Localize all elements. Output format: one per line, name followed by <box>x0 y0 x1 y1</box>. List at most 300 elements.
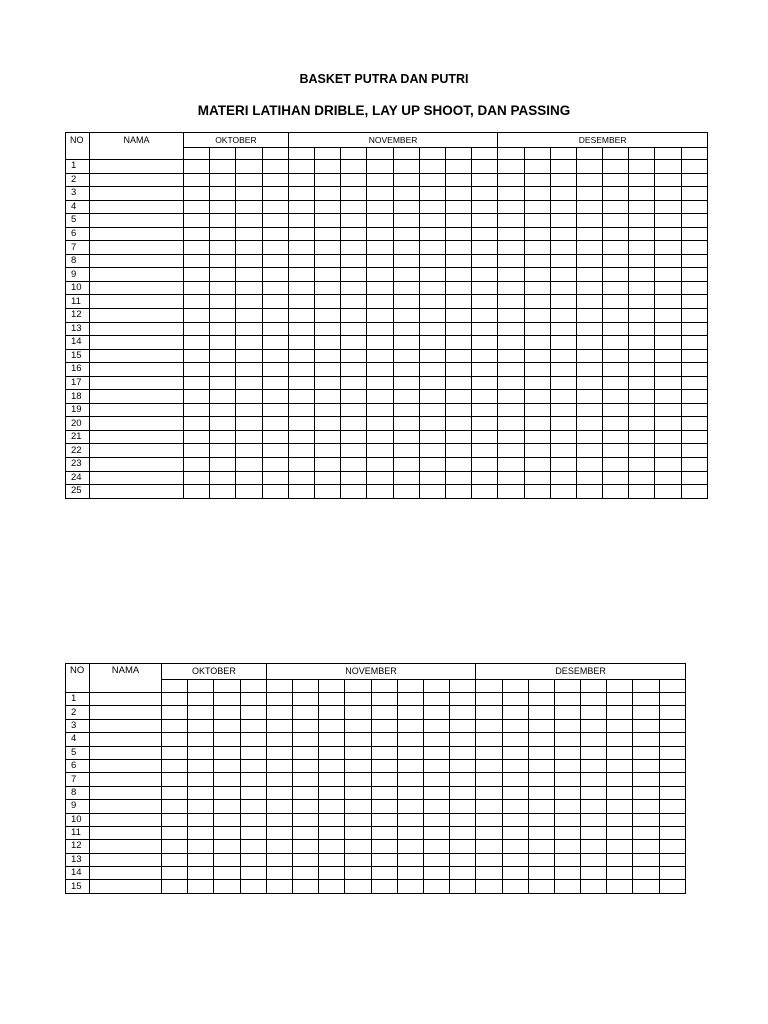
attendance-cell <box>472 295 498 309</box>
attendance-cell <box>655 322 681 336</box>
attendance-cell <box>528 867 554 880</box>
attendance-cell <box>681 214 707 228</box>
attendance-cell <box>236 322 262 336</box>
attendance-cell <box>603 376 629 390</box>
attendance-cell <box>655 458 681 472</box>
attendance-cell <box>184 322 210 336</box>
attendance-cell <box>341 363 367 377</box>
attendance-cell <box>314 214 340 228</box>
attendance-cell <box>397 759 423 772</box>
attendance-cell <box>445 444 471 458</box>
attendance-cell <box>371 880 397 893</box>
attendance-cell <box>681 295 707 309</box>
attendance-cell <box>266 786 292 799</box>
attendance-cell <box>345 693 371 706</box>
attendance-cell <box>292 800 318 813</box>
attendance-cell <box>319 786 345 799</box>
attendance-cell <box>445 430 471 444</box>
attendance-cell <box>292 746 318 759</box>
attendance-cell <box>607 813 633 826</box>
attendance-cell <box>476 826 502 839</box>
attendance-cell <box>607 773 633 786</box>
attendance-cell <box>472 444 498 458</box>
attendance-cell <box>550 471 576 485</box>
attendance-cell <box>603 309 629 323</box>
attendance-cell <box>603 349 629 363</box>
attendance-cell <box>345 773 371 786</box>
day-header-cell <box>581 680 607 693</box>
attendance-cell <box>445 309 471 323</box>
attendance-cell <box>341 309 367 323</box>
attendance-cell <box>576 173 602 187</box>
attendance-cell <box>581 733 607 746</box>
attendance-cell <box>393 214 419 228</box>
attendance-cell <box>419 268 445 282</box>
attendance-cell <box>581 693 607 706</box>
attendance-cell <box>472 160 498 174</box>
attendance-cell <box>629 485 655 499</box>
attendance-cell <box>345 786 371 799</box>
attendance-cell <box>576 363 602 377</box>
attendance-cell <box>314 254 340 268</box>
attendance-cell <box>393 363 419 377</box>
attendance-cell <box>576 241 602 255</box>
attendance-cell <box>419 403 445 417</box>
attendance-cell <box>655 430 681 444</box>
attendance-cell <box>524 214 550 228</box>
attendance-cell <box>214 880 240 893</box>
attendance-cell <box>397 813 423 826</box>
attendance-cell <box>214 867 240 880</box>
attendance-cell <box>397 773 423 786</box>
attendance-cell <box>236 200 262 214</box>
day-header-cell <box>445 148 471 160</box>
attendance-cell <box>498 349 524 363</box>
day-header-cell <box>236 148 262 160</box>
attendance-cell <box>210 200 236 214</box>
attendance-cell <box>419 322 445 336</box>
attendance-cell <box>603 336 629 350</box>
attendance-cell <box>472 227 498 241</box>
attendance-cell <box>210 322 236 336</box>
table-row <box>66 733 686 746</box>
attendance-cell <box>550 485 576 499</box>
day-header-cell <box>450 680 476 693</box>
attendance-cell <box>292 773 318 786</box>
attendance-cell <box>581 880 607 893</box>
attendance-cell <box>423 826 449 839</box>
attendance-cell <box>236 309 262 323</box>
attendance-cell <box>419 390 445 404</box>
table-row <box>66 444 708 458</box>
day-header-cell <box>607 680 633 693</box>
attendance-cell <box>655 268 681 282</box>
attendance-cell <box>603 268 629 282</box>
column-header-no: NO <box>66 133 90 160</box>
attendance-cell <box>659 746 685 759</box>
attendance-cell <box>681 349 707 363</box>
day-header-cell <box>367 148 393 160</box>
attendance-cell <box>576 214 602 228</box>
name-cell <box>90 430 184 444</box>
attendance-cell <box>502 773 528 786</box>
attendance-cell <box>550 363 576 377</box>
attendance-cell <box>423 867 449 880</box>
attendance-cell <box>629 403 655 417</box>
attendance-cell <box>554 840 580 853</box>
attendance-cell <box>288 187 314 201</box>
attendance-cell <box>367 214 393 228</box>
name-cell <box>90 349 184 363</box>
row-number: 21 <box>66 430 90 444</box>
attendance-cell <box>603 227 629 241</box>
attendance-cell <box>524 160 550 174</box>
attendance-cell <box>498 363 524 377</box>
row-number: 23 <box>66 458 90 472</box>
attendance-cell <box>472 322 498 336</box>
attendance-cell <box>288 403 314 417</box>
attendance-cell <box>419 430 445 444</box>
row-number: 13 <box>66 853 90 866</box>
attendance-cell <box>288 309 314 323</box>
attendance-cell <box>288 268 314 282</box>
attendance-cell <box>528 773 554 786</box>
name-cell <box>90 733 162 746</box>
day-header-cell <box>603 148 629 160</box>
attendance-cell <box>554 786 580 799</box>
attendance-cell <box>450 853 476 866</box>
attendance-cell <box>498 268 524 282</box>
attendance-cell <box>236 227 262 241</box>
attendance-cell <box>397 706 423 719</box>
attendance-cell <box>371 786 397 799</box>
attendance-cell <box>603 458 629 472</box>
attendance-cell <box>681 254 707 268</box>
attendance-cell <box>367 336 393 350</box>
name-cell <box>90 417 184 431</box>
attendance-cell <box>476 706 502 719</box>
attendance-cell <box>292 840 318 853</box>
name-cell <box>90 853 162 866</box>
attendance-cell <box>524 322 550 336</box>
attendance-cell <box>502 759 528 772</box>
attendance-cell <box>445 376 471 390</box>
attendance-cell <box>236 403 262 417</box>
day-header-cell <box>371 680 397 693</box>
attendance-cell <box>184 403 210 417</box>
attendance-cell <box>393 390 419 404</box>
attendance-cell <box>423 706 449 719</box>
attendance-cell <box>393 309 419 323</box>
attendance-cell <box>288 458 314 472</box>
attendance-cell <box>450 867 476 880</box>
row-number: 16 <box>66 363 90 377</box>
attendance-cell <box>236 254 262 268</box>
attendance-cell <box>524 281 550 295</box>
attendance-cell <box>450 733 476 746</box>
attendance-cell <box>319 813 345 826</box>
attendance-cell <box>524 417 550 431</box>
attendance-cell <box>498 309 524 323</box>
attendance-cell <box>629 200 655 214</box>
attendance-cell <box>266 759 292 772</box>
attendance-cell <box>528 733 554 746</box>
attendance-cell <box>607 826 633 839</box>
attendance-cell <box>367 227 393 241</box>
table-row <box>66 417 708 431</box>
attendance-cell <box>603 417 629 431</box>
attendance-cell <box>472 187 498 201</box>
table-row <box>66 309 708 323</box>
table-row <box>66 322 708 336</box>
attendance-cell <box>266 867 292 880</box>
attendance-cell <box>319 706 345 719</box>
attendance-cell <box>633 880 659 893</box>
table-row <box>66 759 686 772</box>
attendance-cell <box>633 719 659 732</box>
attendance-cell <box>214 759 240 772</box>
attendance-cell <box>371 853 397 866</box>
attendance-cell <box>655 485 681 499</box>
attendance-cell <box>262 268 288 282</box>
attendance-cell <box>210 417 236 431</box>
attendance-cell <box>371 746 397 759</box>
attendance-cell <box>236 376 262 390</box>
attendance-cell <box>502 786 528 799</box>
table-row <box>66 376 708 390</box>
attendance-cell <box>554 867 580 880</box>
attendance-cell <box>266 853 292 866</box>
attendance-cell <box>550 444 576 458</box>
day-header-cell <box>266 680 292 693</box>
attendance-cell <box>502 880 528 893</box>
attendance-cell <box>576 336 602 350</box>
attendance-cell <box>554 693 580 706</box>
attendance-cell <box>681 309 707 323</box>
attendance-cell <box>188 786 214 799</box>
attendance-cell <box>266 880 292 893</box>
attendance-cell <box>576 227 602 241</box>
month-header-desember: DESEMBER <box>476 664 686 680</box>
attendance-cell <box>550 417 576 431</box>
attendance-cell <box>629 336 655 350</box>
attendance-cell <box>345 800 371 813</box>
attendance-cell <box>655 309 681 323</box>
attendance-cell <box>240 813 266 826</box>
attendance-cell <box>393 187 419 201</box>
attendance-cell <box>319 853 345 866</box>
attendance-cell <box>550 173 576 187</box>
attendance-cell <box>397 746 423 759</box>
attendance-cell <box>214 840 240 853</box>
table-row <box>66 363 708 377</box>
attendance-cell <box>341 444 367 458</box>
attendance-cell <box>214 733 240 746</box>
attendance-cell <box>633 853 659 866</box>
attendance-cell <box>576 160 602 174</box>
attendance-cell <box>393 403 419 417</box>
attendance-cell <box>367 173 393 187</box>
name-cell <box>90 746 162 759</box>
attendance-cell <box>236 349 262 363</box>
attendance-cell <box>445 295 471 309</box>
attendance-cell <box>581 773 607 786</box>
attendance-cell <box>554 853 580 866</box>
attendance-cell <box>603 254 629 268</box>
row-number: 20 <box>66 417 90 431</box>
attendance-cell <box>633 867 659 880</box>
attendance-cell <box>450 840 476 853</box>
attendance-cell <box>629 241 655 255</box>
name-cell <box>90 254 184 268</box>
attendance-cell <box>393 485 419 499</box>
attendance-cell <box>262 444 288 458</box>
attendance-cell <box>262 417 288 431</box>
table-row <box>66 430 708 444</box>
attendance-cell <box>393 254 419 268</box>
attendance-cell <box>341 254 367 268</box>
attendance-cell <box>550 376 576 390</box>
attendance-cell <box>341 187 367 201</box>
name-cell <box>90 227 184 241</box>
name-cell <box>90 444 184 458</box>
attendance-cell <box>188 706 214 719</box>
attendance-cell <box>476 786 502 799</box>
attendance-cell <box>188 813 214 826</box>
attendance-cell <box>188 719 214 732</box>
day-header-cell <box>576 148 602 160</box>
attendance-cell <box>393 444 419 458</box>
attendance-cell <box>210 363 236 377</box>
attendance-cell <box>476 853 502 866</box>
attendance-cell <box>262 200 288 214</box>
attendance-cell <box>476 733 502 746</box>
attendance-cell <box>236 430 262 444</box>
attendance-cell <box>655 214 681 228</box>
attendance-cell <box>681 336 707 350</box>
attendance-cell <box>345 719 371 732</box>
attendance-cell <box>498 173 524 187</box>
attendance-cell <box>210 376 236 390</box>
attendance-cell <box>554 706 580 719</box>
attendance-cell <box>450 773 476 786</box>
attendance-cell <box>629 349 655 363</box>
attendance-cell <box>393 417 419 431</box>
attendance-cell <box>524 268 550 282</box>
attendance-cell <box>341 336 367 350</box>
month-header-oktober: OKTOBER <box>184 133 289 148</box>
table-row <box>66 390 708 404</box>
day-header-cell <box>554 680 580 693</box>
attendance-cell <box>288 417 314 431</box>
attendance-cell <box>498 336 524 350</box>
attendance-cell <box>292 867 318 880</box>
row-number: 9 <box>66 800 90 813</box>
attendance-cell <box>314 430 340 444</box>
row-number: 22 <box>66 444 90 458</box>
attendance-cell <box>655 336 681 350</box>
attendance-cell <box>314 173 340 187</box>
attendance-cell <box>550 403 576 417</box>
attendance-cell <box>292 786 318 799</box>
attendance-cell <box>240 826 266 839</box>
attendance-cell <box>576 430 602 444</box>
attendance-cell <box>162 719 188 732</box>
attendance-cell <box>603 200 629 214</box>
attendance-cell <box>681 417 707 431</box>
attendance-cell <box>419 241 445 255</box>
attendance-cell <box>607 733 633 746</box>
attendance-cell <box>550 430 576 444</box>
table-row <box>66 786 686 799</box>
attendance-cell <box>445 160 471 174</box>
attendance-cell <box>629 376 655 390</box>
attendance-cell <box>419 187 445 201</box>
attendance-cell <box>345 826 371 839</box>
attendance-cell <box>423 719 449 732</box>
attendance-cell <box>419 471 445 485</box>
attendance-cell <box>659 880 685 893</box>
attendance-cell <box>476 867 502 880</box>
row-number: 13 <box>66 322 90 336</box>
attendance-cell <box>450 880 476 893</box>
day-header-cell <box>528 680 554 693</box>
attendance-cell <box>450 759 476 772</box>
attendance-cell <box>236 471 262 485</box>
attendance-cell <box>341 471 367 485</box>
attendance-cell <box>319 826 345 839</box>
attendance-table-1 <box>65 132 708 499</box>
attendance-cell <box>528 853 554 866</box>
attendance-cell <box>528 693 554 706</box>
attendance-cell <box>603 363 629 377</box>
attendance-cell <box>367 254 393 268</box>
attendance-cell <box>659 759 685 772</box>
attendance-cell <box>345 733 371 746</box>
table-row <box>66 349 708 363</box>
name-cell <box>90 281 184 295</box>
attendance-cell <box>341 390 367 404</box>
attendance-cell <box>397 840 423 853</box>
attendance-cell <box>184 268 210 282</box>
table-row <box>66 173 708 187</box>
attendance-cell <box>554 813 580 826</box>
name-cell <box>90 813 162 826</box>
attendance-cell <box>367 485 393 499</box>
attendance-cell <box>292 693 318 706</box>
attendance-cell <box>188 746 214 759</box>
attendance-cell <box>240 880 266 893</box>
attendance-cell <box>528 800 554 813</box>
attendance-cell <box>367 390 393 404</box>
attendance-cell <box>371 773 397 786</box>
attendance-cell <box>367 458 393 472</box>
attendance-cell <box>210 227 236 241</box>
attendance-cell <box>210 214 236 228</box>
attendance-cell <box>450 693 476 706</box>
attendance-cell <box>240 706 266 719</box>
attendance-cell <box>397 853 423 866</box>
attendance-cell <box>214 693 240 706</box>
name-cell <box>90 336 184 350</box>
attendance-cell <box>445 268 471 282</box>
attendance-cell <box>633 746 659 759</box>
attendance-cell <box>498 241 524 255</box>
attendance-cell <box>288 336 314 350</box>
attendance-cell <box>528 746 554 759</box>
attendance-cell <box>445 458 471 472</box>
attendance-cell <box>450 719 476 732</box>
